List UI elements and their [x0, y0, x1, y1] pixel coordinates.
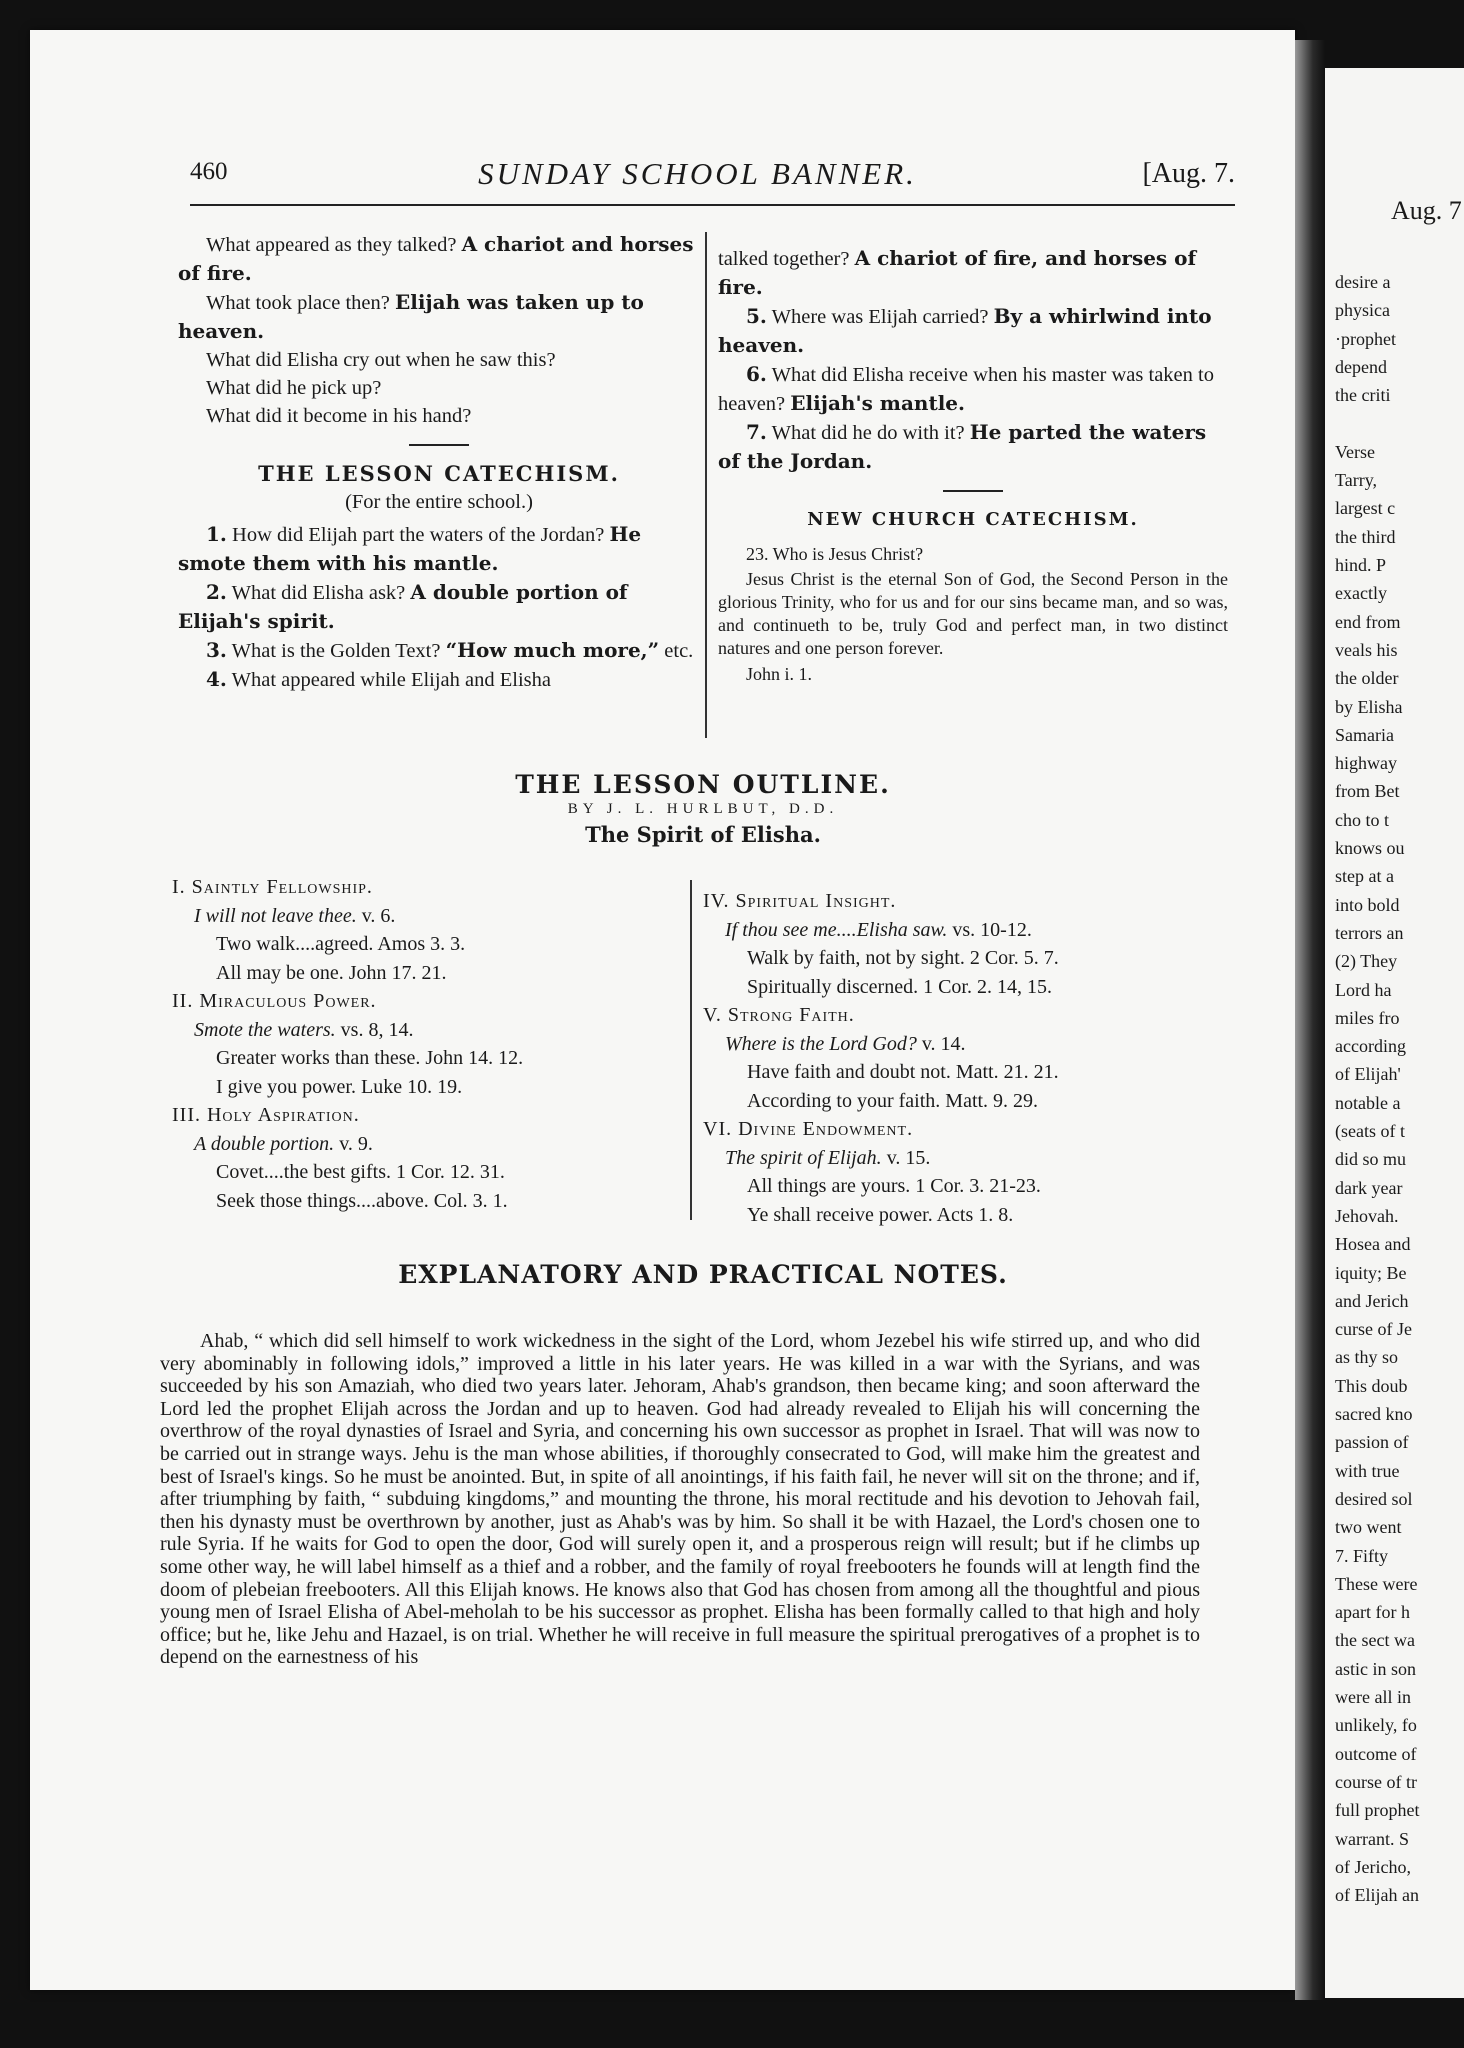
right-page-line: curse of Je [1335, 1319, 1412, 1340]
right-page-line: notable a [1335, 1092, 1401, 1113]
right-page-header: Aug. 7 [1391, 196, 1462, 225]
right-page-line: iquity; Be [1335, 1262, 1407, 1283]
page-number: 460 [190, 158, 228, 185]
nc-reference: John i. 1. [746, 664, 813, 684]
right-page-line: of Elijah an [1335, 1885, 1419, 1906]
outline-right [703, 887, 1228, 1229]
outline-line: Walk by faith, not by sight. 2 Cor. 5. 7. [747, 947, 1059, 969]
nc-question: 23. Who is Jesus Christ? [746, 544, 924, 564]
column-divider [705, 232, 707, 738]
right-page-line: outcome of [1335, 1743, 1417, 1764]
right-page-line: veals his [1335, 639, 1398, 660]
outline-line: I give you power. Luke 10. 19. [216, 1075, 463, 1098]
outline-head: II. Miraculous Power. [172, 990, 377, 1012]
outline-line: Ye shall receive power. Acts 1. 8. [747, 1203, 1014, 1226]
outline-head: VI. Divine Endowment. [703, 1118, 914, 1140]
right-page-line: astic in son [1335, 1658, 1416, 1679]
outline-header [178, 770, 1228, 847]
right-page-line: the older [1335, 668, 1399, 689]
catechism-item: 4. What appeared while Elijah and Elisha [206, 667, 551, 691]
outline-title: THE LESSON OUTLINE. [515, 770, 891, 799]
catechism-item: 7. What did he do with it? He parted the waters of the Jordan. [718, 420, 1207, 473]
right-page-line: step at a [1335, 866, 1394, 887]
right-page-line: desire a [1335, 272, 1391, 292]
right-page-line: end from [1335, 611, 1401, 632]
right-page-line: warrant. S [1335, 1828, 1409, 1849]
catechism-item: 1. How did Elijah part the waters of the Jordan? He smote them with his mantle. [178, 522, 642, 575]
right-page-line: unlikely, fo [1335, 1715, 1417, 1736]
catechism-item: 2. What did Elisha ask? A double portion of Elijah's spirit. [178, 580, 628, 633]
outline-head: I. Saintly Fellowship. [172, 876, 373, 898]
outline-text: I will not leave thee. v. 6. [194, 904, 396, 927]
outline-head: IV. Spiritual Insight. [703, 890, 897, 912]
new-church-catechism-title: NEW CHURCH CATECHISM. [807, 509, 1139, 530]
q-list-item: What did he pick up? [206, 377, 382, 399]
right-page-line: largest c [1335, 498, 1396, 519]
outline-line: Seek those things....above. Col. 3. 1. [216, 1189, 508, 1212]
outline-byline: BY J. L. HURLBUT, D.D. [567, 801, 839, 817]
right-page-line: the criti [1335, 385, 1391, 406]
catechism-item: 3. What is the Golden Text? “How much more,” etc. [206, 638, 694, 662]
right-page-line: This doub [1335, 1375, 1408, 1396]
right-page-line: Hosea and [1335, 1234, 1411, 1255]
right-page-line: These were [1335, 1573, 1418, 1594]
right-column [718, 244, 1228, 688]
right-page-line: Verse [1335, 441, 1375, 462]
right-page-line: Lord ha [1335, 979, 1392, 1000]
left-column [178, 230, 700, 694]
page-right [1325, 68, 1464, 1998]
right-page-line: Tarry, [1335, 470, 1378, 491]
outline-text: A double portion. v. 9. [194, 1132, 373, 1155]
outline-text: The spirit of Elijah. v. 15. [725, 1146, 931, 1169]
outline-line: Greater works than these. John 14. 12. [216, 1047, 524, 1069]
right-page-line: miles fro [1335, 1007, 1400, 1028]
right-page-line: physica [1335, 300, 1390, 321]
right-page-line: Jehovah. [1335, 1205, 1399, 1226]
right-page-line: into bold [1335, 894, 1400, 915]
right-page-line: Samaria [1335, 724, 1394, 745]
outline-divider [690, 880, 692, 1220]
right-page-line: knows ou [1335, 838, 1405, 858]
right-page-line: as thy so [1335, 1347, 1398, 1368]
right-page-line: dark year [1335, 1177, 1403, 1198]
page-title: SUNDAY SCHOOL BANNER. [478, 156, 917, 191]
outline-head: V. Strong Faith. [703, 1004, 855, 1026]
right-page-line: apart for h [1335, 1602, 1410, 1623]
right-page-line: from Bet [1335, 781, 1400, 802]
right-page-line: were all in [1335, 1687, 1411, 1707]
right-page-line: full prophet [1335, 1800, 1420, 1821]
outline-line: According to your faith. Matt. 9. 29. [747, 1089, 1039, 1112]
nc-answer: Jesus Christ is the eternal Son of God, the Second Person in the glorious Trinity, who for us and for our sins became man, and so was, and continueth to be, truly God and perfect man, in two distinct natures and one person forever. [718, 569, 1228, 658]
outline-subtitle: The Spirit of Elisha. [585, 822, 821, 847]
outline-line: Have faith and doubt not. Matt. 21. 21. [747, 1061, 1059, 1083]
lesson-catechism-subtitle: (For the entire school.) [345, 491, 533, 513]
outline-head: III. Holy Aspiration. [172, 1104, 360, 1126]
right-page-line: the third [1335, 526, 1396, 547]
right-page-line: by Elisha [1335, 696, 1403, 717]
outline-line: All things are yours. 1 Cor. 3. 21-23. [747, 1175, 1041, 1197]
catechism-item: 6. What did Elisha receive when his master was taken to heaven? Elijah's mantle. [718, 362, 1214, 415]
right-page-line: terrors an [1335, 922, 1404, 943]
right-page-line: desired sol [1335, 1488, 1413, 1509]
divider [943, 490, 1003, 492]
right-page-line: 7. Fifty [1335, 1545, 1389, 1566]
right-page-line: with true [1335, 1460, 1400, 1481]
right-page-line: of Elijah' [1335, 1064, 1401, 1085]
notes-body: Ahab, “ which did sell himself to work wickedness in the sight of the Lord, whom Jezebel his wife stirred up, and who did very abominably in following idols,” improved a little in his later years. He was killed in a war with the Syrians, and was succeeded by his son Amaziah, who died two years later. Jehoram, Ahab's grandson, then became king; and soon afterward the Lord led the prophet Elijah across the Jordan and up to heaven. God had already revealed to Elijah his will concerning the overthrow of the royal dynasties of Israel and Syria, and concerning his own successor as prophet in Israel. That will was now to be carried out in strange ways. Jehu is the man whose abilities, if thoroughly consecrated to God, will make him the greatest and best of Israel's kings. So he must be anointed. But, in spite of all anointings, if his faith fail, he never will sit on the throne; and if, after triumphing by faith, “ subduing kingdoms,” and mounting the throne, his moral rectitude and his devotion to Jehovah fail, then his dynasty must be overthrown by another, just as Ahab's was by him. So shall it be with Hazael, the Lord's chosen one to rule Syria. If he waits for God to open the door, God will surely open it, and a prosperous reign will result; but if he climbs up some other way, he will label himself as a thief and a robber, and the family of royal freebooters he founds will at length find the doom of plebeian freebooters. All this Elijah knows. He knows also that God has chosen from among all the thoughtful and pious young men of Israel Elisha of Abel-meholah to be his successor as prophet. Elisha has been formally called to that high and holy office; but he, like Jehu and Hazael, is on trial. Whether he will receive in full measure the spiritual prerogatives of a prophet is to depend on the earnestness of his [160, 1330, 1200, 1669]
q-list-item: What did it become in his hand? [206, 405, 472, 427]
right-page-line: (2) They [1335, 951, 1398, 972]
right-page-line: course of tr [1335, 1771, 1417, 1792]
right-page-line: cho to t [1335, 809, 1389, 830]
outline-text: Smote the waters. vs. 8, 14. [194, 1018, 414, 1041]
outline-text: Where is the Lord God? v. 14. [725, 1032, 966, 1055]
catechism-item: 5. Where was Elijah carried? By a whirlwind into heaven. [718, 304, 1212, 357]
divider [409, 444, 469, 446]
outline-left [172, 873, 692, 1215]
right-page-line: depend [1335, 356, 1387, 377]
right-page-line: hind. P [1335, 555, 1387, 575]
outline-line: Two walk....agreed. Amos 3. 3. [216, 933, 466, 955]
q-list-item: What took place then? Elijah was taken up to heaven. [178, 290, 644, 343]
outline-line: Covet....the best gifts. 1 Cor. 12. 31. [216, 1161, 505, 1183]
page-date: [Aug. 7. [1142, 158, 1235, 189]
outline-text: If thou see me....Elisha saw. vs. 10-12. [725, 918, 1032, 941]
right-page-line: exactly [1335, 583, 1387, 604]
book-gutter [1295, 40, 1325, 2000]
right-page-line: passion of [1335, 1432, 1409, 1453]
right-page-line: did so mu [1335, 1149, 1407, 1170]
lesson-catechism-title: THE LESSON CATECHISM. [258, 461, 620, 486]
page-header [160, 150, 1235, 200]
right-page-line: according [1335, 1036, 1406, 1057]
q-list-item: talked together? A chariot of fire, and horses of fire. [718, 246, 1197, 299]
right-page-line: highway [1335, 753, 1397, 774]
right-page-line: the sect wa [1335, 1630, 1415, 1651]
outline-line: All may be one. John 17. 21. [216, 961, 447, 984]
q-list-item: What did Elisha cry out when he saw this? [206, 349, 556, 371]
outline-line: Spiritually discerned. 1 Cor. 2. 14, 15. [747, 975, 1052, 998]
right-page-line: of Jericho, [1335, 1856, 1411, 1877]
notes-title: EXPLANATORY AND PRACTICAL NOTES. [398, 1260, 1008, 1289]
header-rule [190, 204, 1235, 206]
right-page-line: and Jerich [1335, 1290, 1409, 1311]
right-page-line: ·prophet [1335, 328, 1396, 349]
q-list-item: What appeared as they talked? A chariot and horses of fire. [178, 232, 694, 285]
right-page-line: sacred kno [1335, 1404, 1413, 1424]
right-page-line: two went [1335, 1517, 1402, 1538]
right-page-line: (seats of t [1335, 1121, 1405, 1141]
